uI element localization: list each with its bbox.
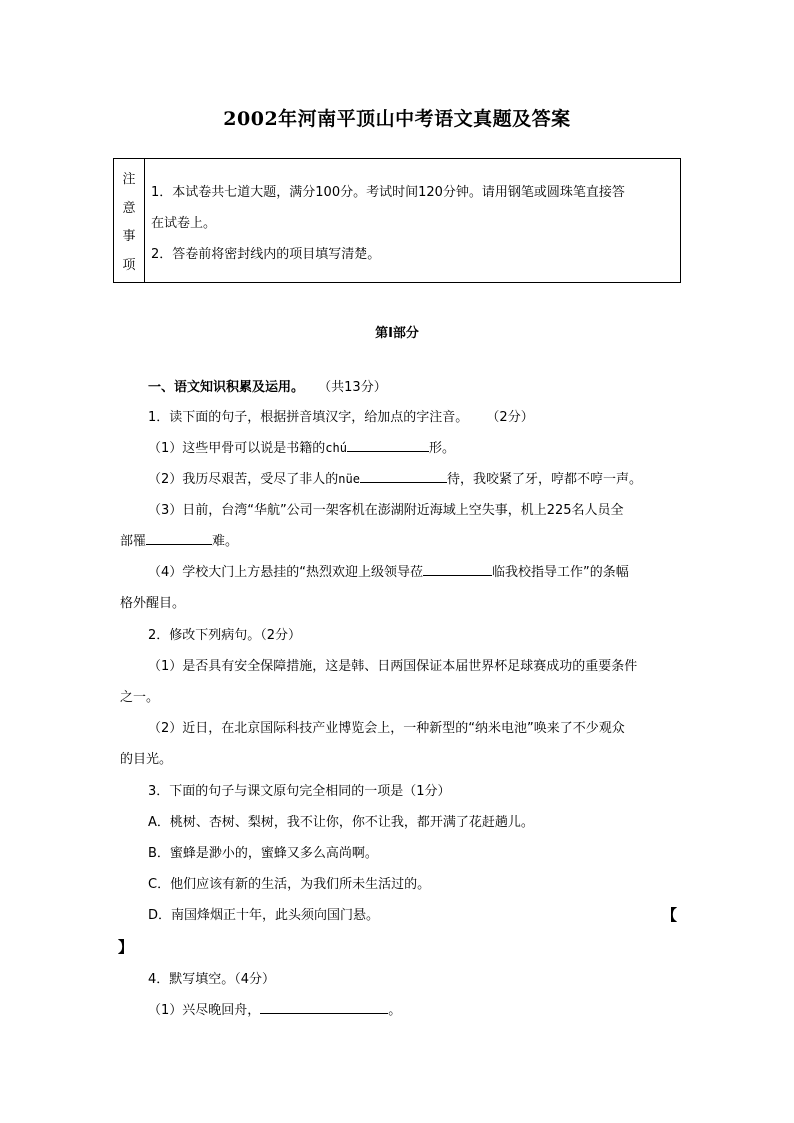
section-1-heading [148, 376, 387, 395]
q4-s1-pre: （1）兴尽晚回舟， [148, 1003, 261, 1018]
q1-sentence-2 [148, 468, 642, 487]
q4-sentence-1 [148, 999, 401, 1018]
q1-sentence-4-line-1 [148, 561, 629, 580]
q1-sentence-1 [148, 437, 455, 456]
q1-s4-pre: （4）学校大门上方悬挂的“热烈欢迎上级领导莅 [148, 565, 424, 580]
notice-label-char: 项 [122, 258, 136, 274]
q3-option-a: A．桃树、杏树、梨树，我不让你，你不让我，都开满了花赶趟儿。 [148, 815, 534, 830]
document-title: 2002年河南平顶山中考语文真题及答案 [223, 108, 571, 130]
q1-sentence-3-line-1: （3）日前，台湾“华航”公司一架客机在澎湖附近海域上空失事，机上225名人员全 [148, 503, 624, 518]
notice-label [114, 159, 145, 282]
q3-option-b: B．蜜蜂是渺小的，蜜蜂又多么高尚啊。 [148, 846, 378, 861]
q2-sentence-2-line-2: 的目光。 [120, 752, 173, 767]
q3-option-d: D．南国烽烟正十年，此头须向国门悬。 [148, 908, 380, 923]
answer-bracket-close: 】 [118, 938, 134, 956]
section-1-title: 一、语文知识积累及运用。 [148, 380, 305, 395]
q2-sentence-1-line-1: （1）是否具有安全保障措施，这是韩、日两国保证本届世界杯足球赛成功的重要条件 [148, 659, 638, 674]
q4-s1-blank[interactable] [260, 1000, 388, 1014]
notice-label-char: 事 [122, 229, 136, 245]
q1-s1-pinyin: chú [325, 441, 347, 455]
section-1-score: （共13分） [318, 380, 387, 395]
notice-box [113, 158, 681, 283]
q2-sentence-2-line-1: （2）近日，在北京国际科技产业博览会上，一种新型的“纳米电池”唤来了不少观众 [148, 721, 625, 736]
q2-stem: 2．修改下列病句。（2分） [148, 628, 302, 643]
notice-item-2: 2．答卷前将密封线内的项目填写清楚。 [151, 247, 381, 262]
part-title: 第Ⅰ部分 [375, 326, 419, 341]
q1-s2-blank[interactable] [360, 469, 447, 483]
q4-stem: 4．默写填空。（4分） [148, 972, 276, 987]
q1-s1-pre: （1）这些甲骨可以说是书籍的 [148, 441, 326, 456]
q3-option-c: C．他们应该有新的生活，为我们所未生活过的。 [148, 877, 431, 892]
q1-s2-pinyin: nüe [338, 472, 360, 486]
q1-stem [148, 406, 534, 425]
q1-s2-post: 待，我咬紧了牙，哼都不哼一声。 [446, 472, 642, 487]
q4-s1-post: 。 [388, 1003, 402, 1018]
notice-label-char: 意 [122, 200, 136, 216]
q1-s2-pre: （2）我历尽艰苦，受尽了非人的 [148, 472, 339, 487]
notice-label-char: 注 [122, 171, 136, 187]
answer-bracket-open: 【 [662, 906, 678, 924]
notice-body [145, 159, 680, 282]
q1-s1-blank[interactable] [347, 438, 429, 452]
q1-s3-pre: 部罹 [120, 534, 147, 549]
q1-s3-blank[interactable] [146, 531, 212, 545]
q1-score: （2分） [486, 410, 534, 425]
q1-sentence-4-line-2: 格外醒目。 [120, 596, 186, 611]
q1-s3-post: 难。 [212, 534, 239, 549]
q1-s4-post: 临我校指导工作”的条幅 [492, 565, 629, 580]
q1-s4-blank[interactable] [423, 562, 492, 576]
notice-item-1-line-1: 1．本试卷共七道大题，满分100分。考试时间120分钟。请用钢笔或圆珠笔直接答 [151, 185, 625, 200]
q1-sentence-3-line-2 [120, 530, 238, 549]
q3-stem: 3．下面的句子与课文原句完全相同的一项是（1分） [148, 784, 451, 799]
q1-stem-text: 1．读下面的句子，根据拼音填汉字，给加点的字注音。 [148, 410, 469, 425]
notice-item-1-line-2: 在试卷上。 [151, 216, 217, 231]
q2-sentence-1-line-2: 之一。 [120, 690, 160, 705]
q1-s1-post: 形。 [428, 441, 455, 456]
